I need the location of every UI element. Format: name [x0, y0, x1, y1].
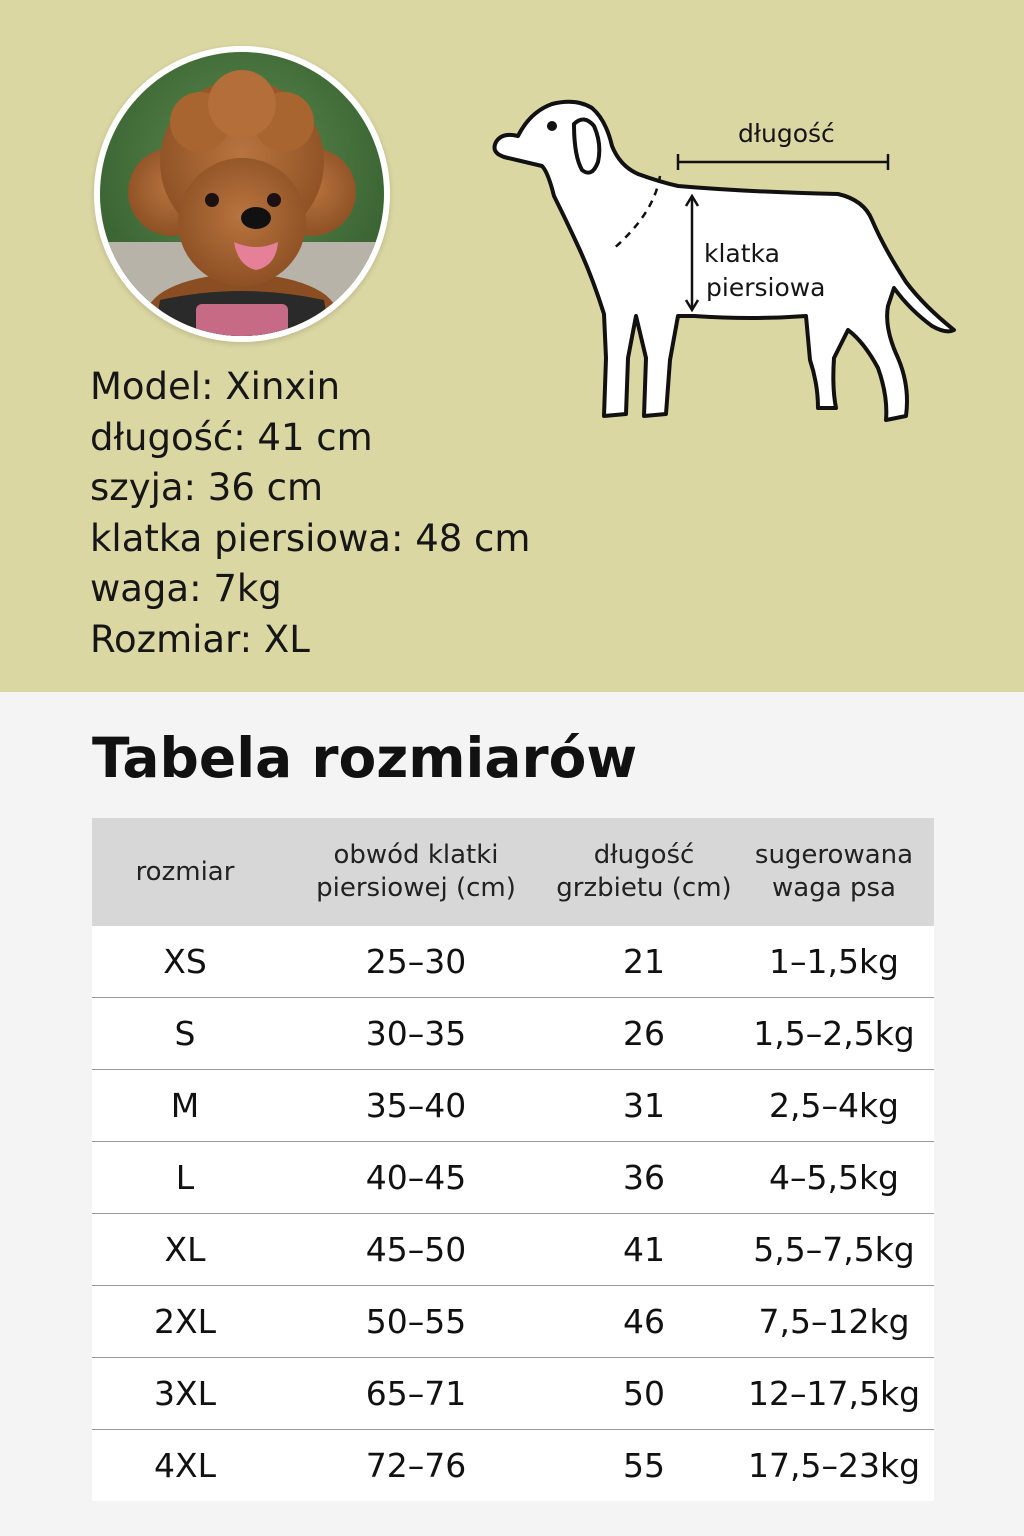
cell-chest: 50–55 — [278, 1286, 554, 1358]
table-row — [92, 1286, 934, 1358]
cell-weight: 4–5,5kg — [734, 1142, 934, 1214]
cell-size: M — [92, 1070, 278, 1142]
dog-photo — [94, 46, 390, 342]
cell-chest: 45–50 — [278, 1214, 554, 1286]
header-size: rozmiar — [92, 818, 278, 926]
model-neck: szyja: 36 cm — [90, 466, 324, 510]
cell-size: XL — [92, 1214, 278, 1286]
model-name: Model: Xinxin — [90, 365, 341, 408]
cell-length: 46 — [554, 1286, 734, 1358]
cell-chest: 30–35 — [278, 998, 554, 1070]
cell-weight: 2,5–4kg — [734, 1070, 934, 1142]
cell-size: 4XL — [92, 1430, 278, 1502]
model-length: długość: 41 cm — [90, 415, 373, 459]
cell-weight: 1–1,5kg — [734, 926, 934, 998]
length-label: długość — [738, 119, 835, 148]
model-details — [90, 362, 530, 666]
cell-size: 2XL — [92, 1286, 278, 1358]
cell-length: 31 — [554, 1070, 734, 1142]
model-weight: waga: 7kg — [90, 567, 282, 611]
cell-size: 3XL — [92, 1358, 278, 1430]
table-header-row — [92, 818, 934, 926]
cell-weight: 12–17,5kg — [734, 1358, 934, 1430]
cell-length: 55 — [554, 1430, 734, 1502]
cell-chest: 72–76 — [278, 1430, 554, 1502]
table-row — [92, 998, 934, 1070]
chest-label-line2: piersiowa — [706, 273, 826, 302]
cell-length: 21 — [554, 926, 734, 998]
cell-length: 26 — [554, 998, 734, 1070]
table-row — [92, 1070, 934, 1142]
cell-chest: 35–40 — [278, 1070, 554, 1142]
table-row — [92, 1358, 934, 1430]
header-weight: sugerowana waga psa — [734, 818, 934, 926]
size-chart-title: Tabela rozmiarów — [92, 726, 638, 790]
table-row — [92, 926, 934, 998]
cell-size: L — [92, 1142, 278, 1214]
header-chest: obwód klatki piersiowej (cm) — [278, 818, 554, 926]
cell-chest: 65–71 — [278, 1358, 554, 1430]
cell-size: XS — [92, 926, 278, 998]
header-length: długość grzbietu (cm) — [554, 818, 734, 926]
model-section — [0, 0, 1024, 692]
cell-weight: 5,5–7,5kg — [734, 1214, 934, 1286]
cell-length: 41 — [554, 1214, 734, 1286]
cell-chest: 40–45 — [278, 1142, 554, 1214]
cell-length: 50 — [554, 1358, 734, 1430]
model-chest: klatka piersiowa: 48 cm — [90, 516, 531, 560]
poodle-image — [100, 52, 384, 336]
cell-chest: 25–30 — [278, 926, 554, 998]
cell-size: S — [92, 998, 278, 1070]
table-row — [92, 1430, 934, 1502]
chest-label-line1: klatka — [704, 239, 780, 268]
cell-weight: 7,5–12kg — [734, 1286, 934, 1358]
table-row — [92, 1214, 934, 1286]
size-chart-table — [92, 818, 934, 1501]
dog-measurement-diagram — [488, 96, 968, 436]
cell-length: 36 — [554, 1142, 734, 1214]
table-row — [92, 1142, 934, 1214]
cell-weight: 17,5–23kg — [734, 1430, 934, 1502]
model-size: Rozmiar: XL — [90, 617, 310, 661]
cell-weight: 1,5–2,5kg — [734, 998, 934, 1070]
